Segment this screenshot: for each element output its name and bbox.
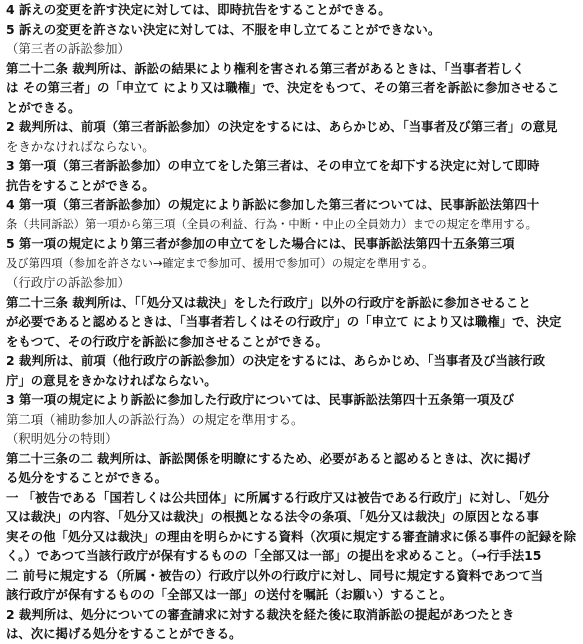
text-line: （第三者の訴訟参加） (6, 41, 130, 56)
text-line: 第二十三条 裁判所は、「「処分又は裁決」をした行政庁」以外の行政庁を訴訟に参加させること (6, 294, 531, 310)
text-line: 3 第一項（第三者訴訟参加）の申立てをした第三者は、その申立てを却下する決定に対して即時 (6, 158, 540, 173)
text-line: が必要であると認めるときは、「当事者若しくはその行政庁」の「申立て により又は職権」で、決定 (6, 314, 562, 329)
text-line: （釈明処分の特則） (6, 431, 118, 446)
text-line: 3 第一項の規定により訴訟に参加した行政庁については、民事訴訟法第四十五条第一項及び (6, 392, 515, 407)
text-line: 4 訴えの変更を許す決定に対しては、即時抗告をすることができる。 (6, 2, 391, 17)
text-line: は その第三者」の「申立て により又は職権」で、決定をもつて、その第三者を訴訟に参加させるこ (6, 80, 560, 95)
text-line: 条（共同訴訟）第一項から第三項（全員の利益、行為・中断・中止の全員効力）までの規定を準用する。 (6, 217, 537, 231)
text-line: 5 訴えの変更を許さない決定に対しては、不服を申し立てることができない。 (6, 21, 441, 37)
text-line: 一 「被告である「国若しくは公共団体」に所属する行政庁又は被告である行政庁」に対し、「処分 (6, 489, 550, 505)
text-line: 第二十二条 裁判所は、訴訟の結果により権利を害される第三者があるときは、「当事者若しく (6, 60, 525, 76)
text-line: 第二項（補助参加人の訴訟行為）の規定を準用する。 (6, 411, 304, 427)
text-line: 2 裁判所は、前項（第三者訴訟参加）の決定をするには、あらかじめ、「当事者及び第三者」の意見 (6, 119, 558, 134)
text-line: 5 第一項の規定により第三者が参加の申立てをした場合には、民事訴訟法第四十五条第三項 (6, 236, 515, 251)
text-line: 2 裁判所は、処分についての審査請求に対する裁決を経た後に取消訴訟の提起があつたとき (6, 606, 515, 622)
text-line: 実その他「処分又は裁決」の理由を明らかにする資料（次項に規定する審査請求に係る事件の記録を除 (6, 528, 576, 544)
text-line: 又は裁決」の内容、「処分又は裁決」の根拠となる法令の条項、「処分又は裁決」の原因となる事 (6, 509, 539, 524)
text-line: （行政庁の訴訟参加） (6, 275, 130, 290)
text-line: 庁」の意見をきかなければならない。 (6, 372, 217, 388)
text-line: 該行政庁が保有するものの「全部又は一部」の送付を嘱託（お願い）すること。 (6, 587, 453, 602)
text-line: をもつて、その行政庁を訴訟に参加させることができる。 (6, 333, 328, 349)
text-line: く。）であつて当該行政庁が保有するものの「全部又は一部」の提出を求めること。（→行手法15 (6, 548, 542, 563)
text-line: 抗告をすることができる。 (6, 177, 155, 193)
text-line: 第二十三条の二 裁判所は、訴訟関係を明瞭にするため、必要があると認めるときは、次に掲げ (6, 450, 531, 466)
text-line: とができる。 (6, 99, 81, 115)
text-line: 二 前号に規定する（所属・被告の）行政庁以外の行政庁に対し、同号に規定する資料であつて当 (6, 567, 544, 583)
text-line: をきかなければならない。 (6, 138, 155, 154)
text-line: る処分をすることができる。 (6, 470, 168, 485)
text-line: 2 裁判所は、前項（他行政庁の訴訟参加）の決定をするには、あらかじめ、「当事者及び当該行政 (6, 353, 546, 368)
text-line: 4 第一項（第三者訴訟参加）の規定により訴訟に参加した第三者については、民事訴訟法第四十 (6, 197, 540, 212)
text-line: 及び第四項（参加を許さない→確定まで参加可、援用で参加可）の規定を準用する。 (6, 256, 434, 270)
text-line: は、次に掲げる処分をすることができる。 (6, 626, 242, 641)
